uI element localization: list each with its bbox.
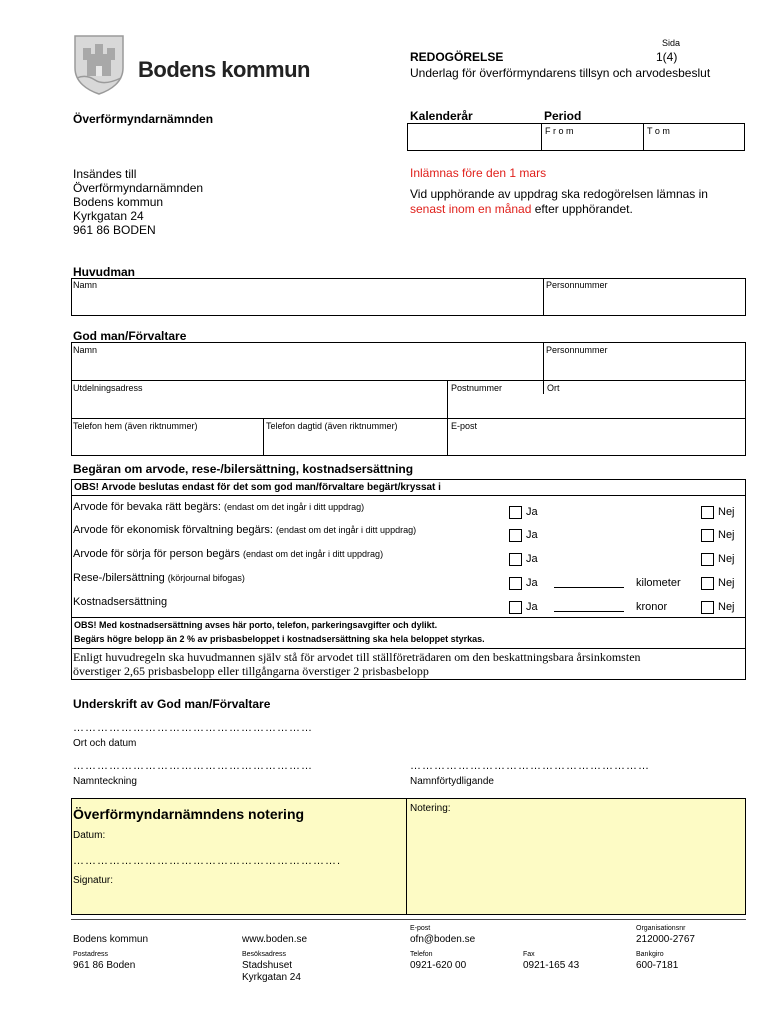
arvode-obs: OBS! Arvode beslutas endast för det som god man/förvaltare begärt/kryssat i bbox=[74, 482, 441, 493]
kilometer-unit: kilometer bbox=[636, 577, 681, 589]
sorja-nej-label: Nej bbox=[718, 553, 735, 565]
obs-kostnad-line1: OBS! Med kostnadsersättning avses här porto, telefon, parkeringsavgifter och dylikt. bbox=[74, 620, 438, 630]
sorja-ja-label: Ja bbox=[526, 553, 538, 565]
footer-telefon-label: Telefon bbox=[410, 951, 433, 958]
footer-postadress-label: Postadress bbox=[73, 951, 109, 958]
telefon-hem-label: Telefon hem (även riktnummer) bbox=[73, 421, 198, 431]
huvudman-namn-label: Namn bbox=[73, 280, 98, 290]
kostnad-ja-label: Ja bbox=[526, 601, 538, 613]
namnfortydligande-line[interactable]: …………………………………………………… bbox=[410, 760, 650, 772]
termination-notice: Vid upphörande av uppdrag ska redogörelsen lämnas in senast inom en månad efter upphörandet. bbox=[410, 187, 708, 216]
signatur-label: Signatur: bbox=[73, 875, 114, 886]
page-number: 1(4) bbox=[656, 50, 678, 64]
arvode-row-bevaka: Arvode för bevaka rätt begärs: (endast om det ingår i ditt uppdrag) bbox=[73, 501, 365, 513]
namnfortydligande-label: Namnförtydligande bbox=[410, 776, 494, 787]
bevaka-ja-checkbox[interactable] bbox=[509, 506, 522, 519]
signature-heading: Underskrift av God man/Förvaltare bbox=[73, 697, 271, 711]
kostnad-ja-checkbox[interactable] bbox=[509, 601, 522, 614]
kostnad-nej-label: Nej bbox=[718, 601, 735, 613]
kronor-input-line[interactable] bbox=[554, 611, 624, 612]
ort-field[interactable] bbox=[544, 381, 745, 418]
tom-label: T o m bbox=[647, 126, 670, 136]
kronor-unit: kronor bbox=[636, 601, 668, 613]
arvode-heading: Begäran om arvode, rese-/bilersättning, kostnadsersättning bbox=[73, 462, 414, 476]
bevaka-nej-checkbox[interactable] bbox=[701, 506, 714, 519]
deadline-notice: Inlämnas före den 1 mars bbox=[410, 166, 547, 180]
period-label: Period bbox=[544, 109, 582, 123]
footer-org: Bodens kommun bbox=[73, 934, 149, 945]
footer-bankgiro-label: Bankgiro bbox=[636, 951, 664, 958]
footer-web[interactable]: www.boden.se bbox=[242, 934, 308, 945]
godman-heading: God man/Förvaltare bbox=[73, 329, 187, 343]
namnteckning-label: Namnteckning bbox=[73, 776, 137, 787]
footer-epost-label: E-post bbox=[410, 925, 431, 932]
footer-besok-label: Besöksadress bbox=[242, 951, 286, 958]
footer-fax-label: Fax bbox=[523, 951, 535, 958]
ort-datum-line[interactable]: …………………………………………………… bbox=[73, 722, 313, 734]
kostnad-nej-checkbox[interactable] bbox=[701, 601, 714, 614]
namnteckning-line[interactable]: …………………………………………………… bbox=[73, 760, 313, 772]
godman-namn-field[interactable] bbox=[72, 343, 543, 380]
telefon-dag-label: Telefon dagtid (även riktnummer) bbox=[266, 421, 398, 431]
rese-ja-label: Ja bbox=[526, 577, 538, 589]
notering-signatur-line[interactable]: …………………………………………………………. bbox=[73, 855, 342, 867]
ort-datum-label: Ort och datum bbox=[73, 738, 137, 749]
obs-kostnad-line2: Begärs högre belopp än 2 % av prisbasbeloppet i kostnadsersättning ska hela beloppet styrkas. bbox=[74, 634, 485, 644]
godman-personnummer-label: Personnummer bbox=[546, 345, 608, 355]
sorja-nej-checkbox[interactable] bbox=[701, 553, 714, 566]
footer-orgnr: 212000-2767 bbox=[636, 934, 695, 945]
footer-besok: Stadshuset Kyrkgatan 24 bbox=[242, 960, 301, 983]
notering-label: Notering: bbox=[410, 803, 451, 814]
ekonomisk-ja-checkbox[interactable] bbox=[509, 529, 522, 542]
ekonomisk-nej-checkbox[interactable] bbox=[701, 529, 714, 542]
from-label: F r o m bbox=[545, 126, 574, 136]
bevaka-ja-label: Ja bbox=[526, 506, 538, 518]
rese-ja-checkbox[interactable] bbox=[509, 577, 522, 590]
document-title: REDOGÖRELSE bbox=[410, 50, 504, 64]
utdelningsadress-label: Utdelningsadress bbox=[73, 383, 143, 393]
huvudman-heading: Huvudman bbox=[73, 265, 136, 279]
sida-label: Sida bbox=[662, 38, 681, 48]
brand-name: Bodens kommun bbox=[138, 57, 310, 82]
huvudregel-text: Enligt huvudregeln ska huvudmannen själv stå för arvodet till ställföreträdaren om den beskattningsbara årsinkomsten överstiger 2,65 prisbasbelopp eller tillgångarna överstiger 2 prisbasbelopp bbox=[73, 650, 641, 678]
footer-fax: 0921-165 43 bbox=[523, 960, 580, 971]
recipient-address: Insändes till Överförmyndarnämnden Bodens kommun Kyrkgatan 24 961 86 BODEN bbox=[73, 167, 204, 237]
rese-nej-checkbox[interactable] bbox=[701, 577, 714, 590]
footer-bankgiro: 600-7181 bbox=[636, 960, 679, 971]
sorja-ja-checkbox[interactable] bbox=[509, 553, 522, 566]
ekonomisk-nej-label: Nej bbox=[718, 529, 735, 541]
department-heading: Överförmyndarnämnden bbox=[73, 112, 214, 126]
rese-nej-label: Nej bbox=[718, 577, 735, 589]
huvudman-personnummer-label: Personnummer bbox=[546, 280, 608, 290]
arvode-row-rese: Rese-/bilersättning (körjournal bifogas) bbox=[73, 572, 245, 584]
ekonomisk-ja-label: Ja bbox=[526, 529, 538, 541]
footer-postadress: 961 86 Boden bbox=[73, 960, 136, 971]
kalenderar-field[interactable] bbox=[408, 124, 541, 150]
document-subtitle: Underlag för överförmyndarens tillsyn och arvodesbeslut bbox=[410, 66, 711, 80]
arvode-row-ekonomisk: Arvode för ekonomisk förvaltning begärs: (endast om det ingår i ditt uppdrag) bbox=[73, 524, 417, 536]
coat-of-arms-logo bbox=[73, 34, 125, 96]
kilometer-input-line[interactable] bbox=[554, 587, 624, 588]
epost-field[interactable] bbox=[448, 419, 745, 455]
kalenderar-label: Kalenderår bbox=[410, 109, 473, 123]
epost-label: E-post bbox=[451, 421, 478, 431]
huvudman-namn-field[interactable] bbox=[72, 279, 543, 315]
notering-heading: Överförmyndarnämndens notering bbox=[73, 806, 305, 822]
footer-telefon: 0921-620 00 bbox=[410, 960, 467, 971]
bevaka-nej-label: Nej bbox=[718, 506, 735, 518]
arvode-row-sorja: Arvode för sörja för person begärs (endast om det ingår i ditt uppdrag) bbox=[73, 548, 384, 560]
footer-epost[interactable]: ofn@boden.se bbox=[410, 934, 476, 945]
postnummer-label: Postnummer bbox=[451, 383, 503, 393]
notering-field[interactable] bbox=[407, 799, 745, 914]
ort-label: Ort bbox=[547, 383, 560, 393]
godman-namn-label: Namn bbox=[73, 345, 98, 355]
datum-label: Datum: bbox=[73, 830, 106, 841]
arvode-row-kostnad: Kostnadsersättning bbox=[73, 596, 168, 608]
footer-orgnr-label: Organisationsnr bbox=[636, 925, 686, 932]
